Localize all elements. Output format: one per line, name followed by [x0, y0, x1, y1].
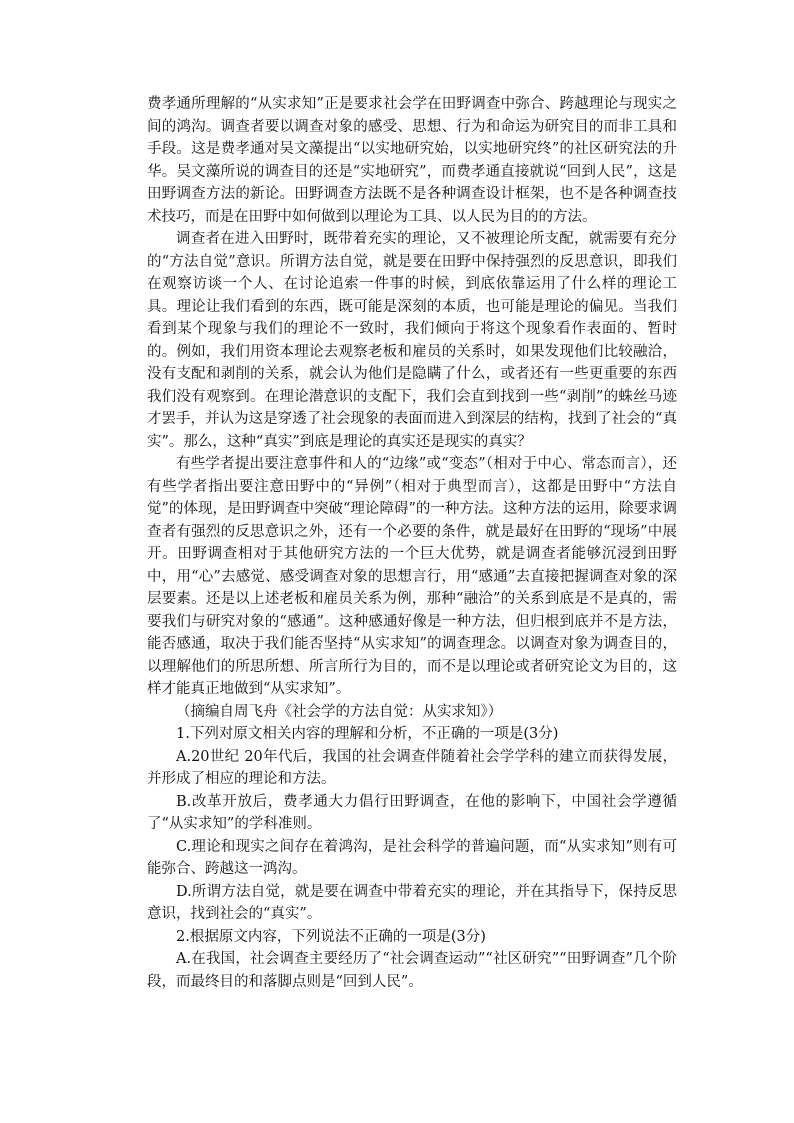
question-1-option-a: A.20世纪 20年代后，我国的社会调查伴随着社会学学科的建立而获得发展，并形成了相应的理论和方法。	[147, 748, 677, 787]
passage-paragraph-2: 调查者在进入田野时，既带着充实的理论，又不被理论所支配，就需要有充分的“方法自觉”意识。所谓方法自觉，就是要在田野中保持强烈的反思意识，即我们在观察访谈一个人、在讨论追索一件事的时候，到底依靠运用了什么样的理论工具。理论让我们看到的东西，既可能是深刻的本质，也可能是理论的偏见。当我们看到某个现象与我们的理论不一致时，我们倾向于将这个现象看作表面的、暂时的。例如，我们用资本理论去观察老板和雇员的关系时，如果发现他们比较融洽，没有支配和剥削的关系，就会认为他们是隐瞒了什么，或者还有一些更重要的东西我们没有观察到。在理论潜意识的支配下，我们会直到找到一些“剥削”的蛛丝马迹才罢手，并认为这是穿透了社会现象的表面而进入到深层的结构，找到了社会的“真实”。那么，这种“真实”到底是理论的真实还是现实的真实？	[147, 231, 677, 450]
question-1-option-d: D.所谓方法自觉，就是要在调查中带着充实的理论，并在其指导下，保持反思意识，找到社会的“真实”。	[147, 883, 677, 922]
passage-paragraph-3: 有些学者提出要注意事件和人的“边缘”或“变态”（相对于中心、常态而言），还有些学者指出要注意田野中的“异例”（相对于典型而言），这都是田野中“方法自觉”的体现，是田野调查中突破“理论障碍”的一种方法。这种方法的运用，除要求调查者有强烈的反思意识之外，还有一个必要的条件，就是最好在田野的“现场”中展开。田野调查相对于其他研究方法的一个巨大优势，就是调查者能够沉浸到田野中，用“心”去感觉、感受调查对象的思想言行，用“感通”去直接把握调查对象的深层要素。还是以上述老板和雇员关系为例，那种“融洽”的关系到底是不是真的，需要我们与研究对象的“感通”。这种感通好像是一种方法，但归根到底并不是方法，能否感通，取决于我们能否坚持“从实求知”的调查理念。以调查对象为调查目的，以理解他们的所思所想、所言所行为目的，而不是以理论或者研究论文为目的，这样才能真正地做到“从实求知”。	[147, 456, 677, 697]
question-2-option-a: A.在我国，社会调查主要经历了“社会调查运动”“社区研究”“田野调查”几个阶段，而最终目的和落脚点则是“回到人民”。	[147, 951, 677, 990]
question-1-option-c: C.理论和现实之间存在着鸿沟，是社会科学的普遍问题，而“从实求知”则有可能弥合、跨越这一鸿沟。	[147, 838, 677, 877]
question-1-stem: 1.下列对原文相关内容的理解和分析，不正确的一项是(3分)	[176, 726, 559, 742]
document-body	[147, 93, 677, 993]
passage-source: （摘编自周飞舟《社会学的方法自觉：从实求知》）	[176, 703, 503, 720]
question-1-option-b: B.改革开放后，费孝通大力倡行田野调查，在他的影响下，中国社会学遵循了“从实求知”的学科准则。	[147, 793, 677, 832]
question-2-stem: 2.根据原文内容，下列说法不正确的一项是(3分)	[176, 928, 486, 945]
passage-paragraph-1: 费孝通所理解的“从实求知”正是要求社会学在田野调查中弥合、跨越理论与现实之间的鸿沟。调查者要以调查对象的感受、思想、行为和命运为研究目的而非工具和手段。这是费孝通对吴文藻提出“以实地研究始，以实地研究终”的社区研究法的升华。吴文藻所说的调查目的还是“实地研究”，而费孝通直接就说“回到人民”，这是田野调查方法的新论。田野调查方法既不是各种调查设计框架，也不是各种调查技术技巧，而是在田野中如何做到以理论为工具、以人民为目的的方法。	[147, 96, 677, 225]
